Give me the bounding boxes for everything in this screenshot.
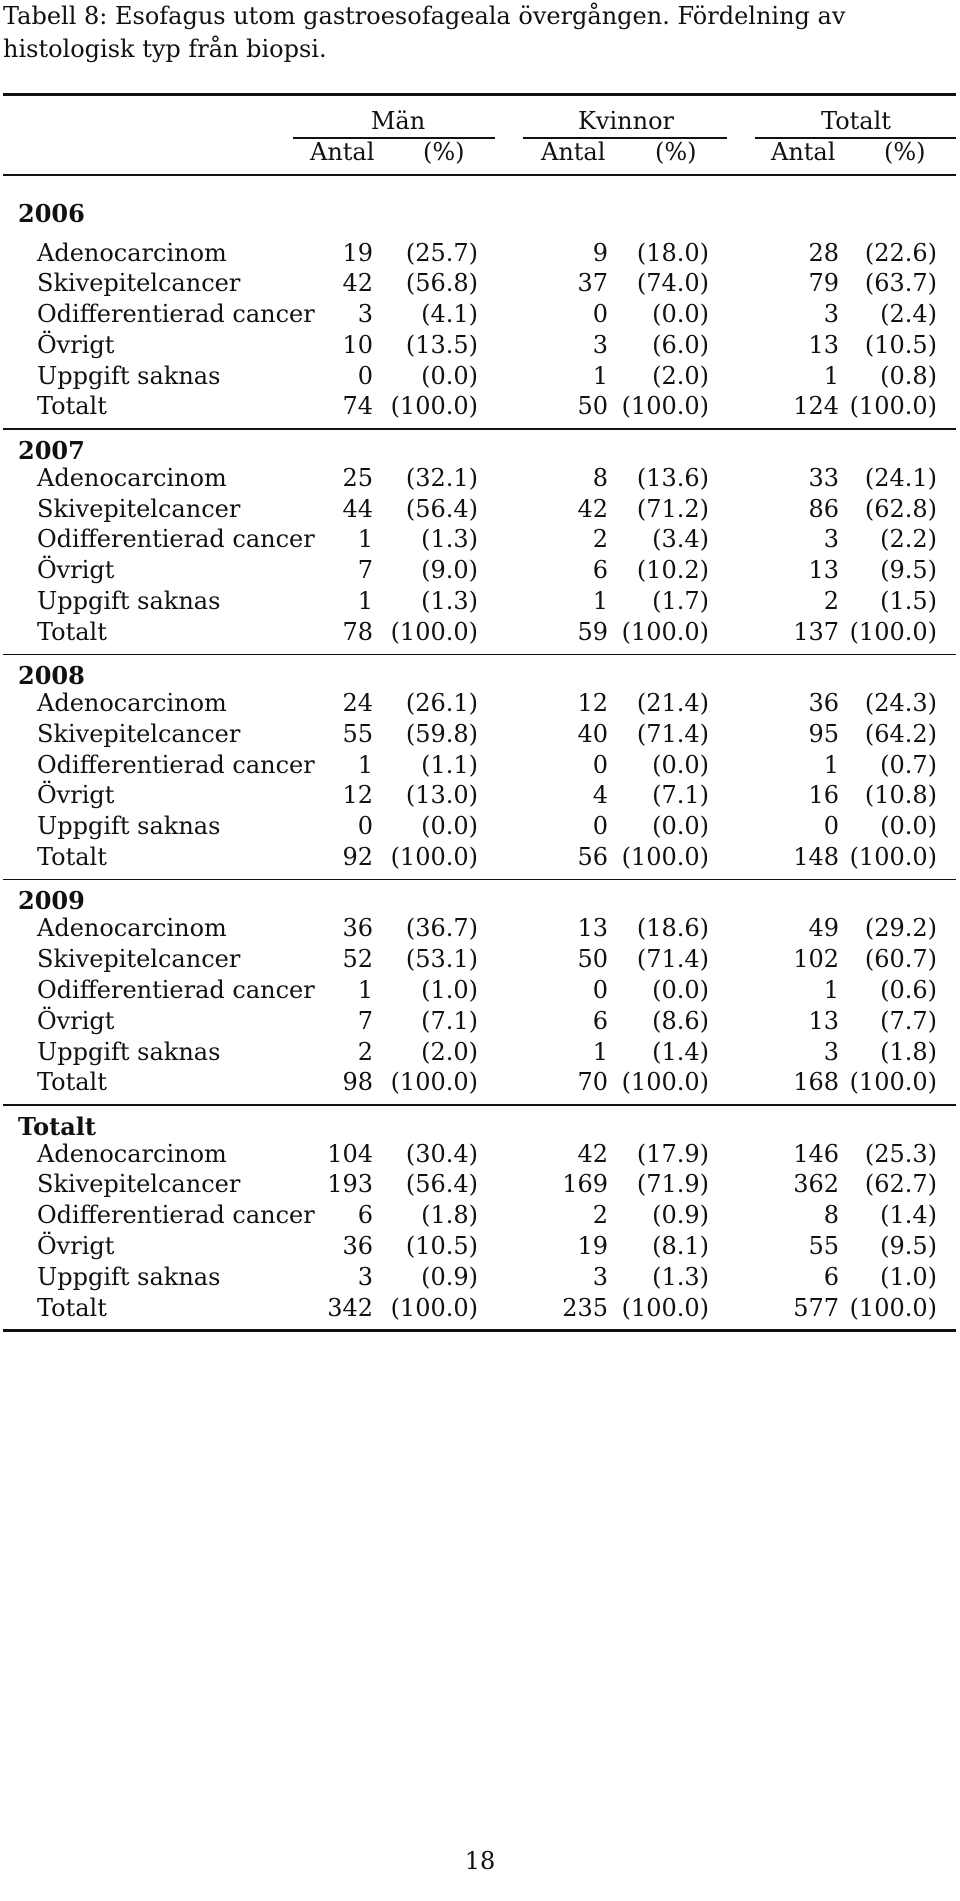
cell-kvinnor-antal: 0 [592,750,608,779]
cell-kvinnor-antal: 12 [577,689,608,718]
cell-kvinnor-percent: (100.0) [621,617,709,646]
cell-totalt-percent: (1.5) [880,586,937,615]
cell-kvinnor-antal: 2 [592,525,608,554]
cell-kvinnor-percent: (100.0) [621,843,709,872]
cell-man-percent: (100.0) [390,843,478,872]
cell-kvinnor-percent: (0.0) [652,300,709,329]
row-label: Odifferentierad cancer [37,525,315,554]
cell-kvinnor-percent: (18.0) [636,238,709,267]
cell-kvinnor-antal: 6 [592,556,608,585]
row-label: Skivepitelcancer [37,945,241,974]
page-number: 18 [464,1847,496,1875]
cell-totalt-percent: (25.3) [864,1139,937,1168]
cell-totalt-antal: 3 [823,525,839,554]
table-row [3,361,956,392]
cell-kvinnor-percent: (21.4) [636,689,709,718]
cell-man-percent: (1.3) [421,586,478,615]
table-row [3,719,956,750]
row-label: Övrigt [37,1006,115,1035]
cell-kvinnor-percent: (7.1) [652,781,709,810]
cell-totalt-antal: 1 [823,750,839,779]
cell-kvinnor-percent: (8.6) [652,1006,709,1035]
row-label: Totalt [37,843,107,872]
cell-man-antal: 6 [357,1201,373,1230]
cell-man-antal: 25 [342,463,373,492]
cell-man-antal: 193 [327,1170,373,1199]
cell-man-antal: 42 [342,269,373,298]
subcolumn-header-row [3,134,956,174]
row-label: Totalt [37,392,107,421]
cell-totalt-percent: (29.2) [864,914,937,943]
cell-kvinnor-antal: 59 [577,617,608,646]
row-label: Odifferentierad cancer [37,750,315,779]
section-title: 2008 [18,661,85,691]
cell-totalt-percent: (100.0) [849,1293,937,1322]
cell-totalt-antal: 1 [823,361,839,390]
table-row [3,750,956,781]
cell-man-percent: (13.5) [405,330,478,359]
cell-totalt-percent: (100.0) [849,843,937,872]
cell-kvinnor-antal: 6 [592,1006,608,1035]
table-section [3,428,956,653]
cell-totalt-antal: 86 [808,494,839,523]
table-row [3,1293,956,1324]
subcol-percent: (%) [423,138,465,166]
table-row [3,944,956,975]
cell-kvinnor-antal: 3 [592,1262,608,1291]
cell-totalt-percent: (100.0) [849,1068,937,1097]
cell-kvinnor-antal: 70 [577,1068,608,1097]
cell-man-percent: (2.0) [421,1037,478,1066]
table-row [3,1037,956,1068]
row-label: Adenocarcinom [37,463,227,492]
cell-kvinnor-percent: (13.6) [636,463,709,492]
cell-man-percent: (100.0) [390,1293,478,1322]
cell-man-percent: (9.0) [421,556,478,585]
cell-totalt-antal: 0 [823,812,839,841]
cell-man-percent: (1.3) [421,525,478,554]
cell-kvinnor-percent: (10.2) [636,556,709,585]
table-row [3,330,956,361]
cell-totalt-percent: (60.7) [864,945,937,974]
cell-man-antal: 0 [357,361,373,390]
cell-man-percent: (56.4) [405,494,478,523]
cell-totalt-antal: 124 [793,392,839,421]
cell-kvinnor-antal: 1 [592,361,608,390]
cell-totalt-percent: (62.7) [864,1170,937,1199]
cell-kvinnor-percent: (17.9) [636,1139,709,1168]
table-row [3,268,956,299]
section-title-row [3,880,956,916]
row-label: Skivepitelcancer [37,1170,241,1199]
cell-kvinnor-percent: (100.0) [621,1293,709,1322]
cell-man-antal: 74 [342,392,373,421]
cell-kvinnor-percent: (71.9) [636,1170,709,1199]
table-row [3,617,956,648]
cell-kvinnor-percent: (6.0) [652,330,709,359]
table-row [3,913,956,944]
cell-kvinnor-percent: (2.0) [652,361,709,390]
cell-man-antal: 7 [357,1006,373,1035]
cell-kvinnor-antal: 2 [592,1201,608,1230]
subcol-percent: (%) [884,138,926,166]
cell-man-antal: 2 [357,1037,373,1066]
table-caption: Tabell 8: Esofagus utom gastroesofageala övergången. Fördelning av histologisk typ från biopsi. [3,2,846,63]
cell-kvinnor-antal: 19 [577,1232,608,1261]
section-title-row [3,430,956,463]
row-label: Odifferentierad cancer [37,300,315,329]
table-row [3,811,956,842]
cell-totalt-antal: 362 [793,1170,839,1199]
section-title-row [3,655,956,691]
cell-man-antal: 104 [327,1139,373,1168]
cell-man-percent: (4.1) [421,300,478,329]
cell-totalt-antal: 33 [808,463,839,492]
table-row [3,842,956,873]
cell-totalt-antal: 13 [808,330,839,359]
cell-kvinnor-antal: 1 [592,1037,608,1066]
cell-kvinnor-percent: (18.6) [636,914,709,943]
cell-totalt-antal: 95 [808,719,839,748]
row-label: Adenocarcinom [37,689,227,718]
table-row [3,391,956,422]
row-label: Uppgift saknas [37,361,221,390]
cell-totalt-antal: 8 [823,1201,839,1230]
cell-totalt-percent: (24.1) [864,463,937,492]
section-title-row [3,1106,956,1139]
cell-kvinnor-percent: (0.0) [652,975,709,1004]
cell-kvinnor-antal: 42 [577,494,608,523]
table-row [3,586,956,617]
cell-man-percent: (59.8) [405,719,478,748]
subcol-antal: Antal [310,138,375,166]
row-label: Skivepitelcancer [37,269,241,298]
cell-kvinnor-percent: (8.1) [652,1232,709,1261]
histology-table [3,93,956,1332]
cell-totalt-antal: 1 [823,975,839,1004]
row-label: Skivepitelcancer [37,719,241,748]
cell-kvinnor-antal: 0 [592,300,608,329]
cell-man-antal: 1 [357,750,373,779]
cell-man-antal: 1 [357,586,373,615]
cell-kvinnor-antal: 169 [562,1170,608,1199]
row-label: Adenocarcinom [37,914,227,943]
group-header-kvinnor: Kvinnor [578,107,674,135]
cell-totalt-percent: (100.0) [849,392,937,421]
cell-man-antal: 19 [342,238,373,267]
cell-totalt-antal: 148 [793,843,839,872]
table-row [3,975,956,1006]
cell-totalt-percent: (9.5) [880,556,937,585]
row-label: Övrigt [37,330,115,359]
cell-man-antal: 36 [342,914,373,943]
table-row [3,299,956,330]
table-row [3,1200,956,1231]
table-row [3,494,956,525]
cell-kvinnor-percent: (71.4) [636,945,709,974]
cell-totalt-percent: (0.0) [880,812,937,841]
table-row [3,1067,956,1098]
bottom-rule [3,1329,956,1332]
cell-kvinnor-antal: 40 [577,719,608,748]
cell-man-percent: (10.5) [405,1232,478,1261]
cell-kvinnor-antal: 1 [592,586,608,615]
cell-kvinnor-antal: 13 [577,914,608,943]
table-row [3,1006,956,1037]
cell-kvinnor-antal: 37 [577,269,608,298]
table-section [3,879,956,1104]
cell-man-antal: 3 [357,300,373,329]
cell-man-antal: 78 [342,617,373,646]
cell-totalt-antal: 16 [808,781,839,810]
cell-totalt-percent: (0.7) [880,750,937,779]
cell-totalt-antal: 36 [808,689,839,718]
cell-kvinnor-antal: 50 [577,945,608,974]
cell-kvinnor-percent: (1.7) [652,586,709,615]
cell-kvinnor-percent: (74.0) [636,269,709,298]
cell-kvinnor-percent: (100.0) [621,392,709,421]
cell-man-percent: (53.1) [405,945,478,974]
cell-kvinnor-antal: 235 [562,1293,608,1322]
section-title: Totalt [18,1111,96,1141]
cell-man-percent: (26.1) [405,689,478,718]
table-section [3,1104,956,1329]
cell-man-percent: (13.0) [405,781,478,810]
cell-totalt-percent: (2.2) [880,525,937,554]
section-title: 2006 [18,198,85,228]
cell-man-percent: (7.1) [421,1006,478,1035]
cell-kvinnor-percent: (0.0) [652,812,709,841]
cell-man-percent: (100.0) [390,392,478,421]
table-row [3,555,956,586]
cell-man-antal: 36 [342,1232,373,1261]
cell-man-percent: (56.8) [405,269,478,298]
table-row [3,238,956,269]
cell-kvinnor-percent: (71.4) [636,719,709,748]
table-section [3,198,956,429]
cell-kvinnor-percent: (3.4) [652,525,709,554]
cell-man-antal: 55 [342,719,373,748]
cell-totalt-antal: 28 [808,238,839,267]
cell-kvinnor-percent: (0.9) [652,1201,709,1230]
cell-totalt-antal: 3 [823,300,839,329]
cell-man-antal: 24 [342,689,373,718]
cell-kvinnor-percent: (100.0) [621,1068,709,1097]
table-row [3,1262,956,1293]
cell-man-percent: (30.4) [405,1139,478,1168]
cell-man-percent: (56.4) [405,1170,478,1199]
row-label: Övrigt [37,1232,115,1261]
cell-kvinnor-antal: 8 [592,463,608,492]
cell-kvinnor-antal: 50 [577,392,608,421]
row-label: Totalt [37,1293,107,1322]
row-label: Odifferentierad cancer [37,1201,315,1230]
table-row [3,1231,956,1262]
cell-totalt-percent: (2.4) [880,300,937,329]
row-label: Uppgift saknas [37,1037,221,1066]
table-body [3,198,956,1330]
cell-man-antal: 98 [342,1068,373,1097]
cell-man-antal: 92 [342,843,373,872]
cell-kvinnor-antal: 56 [577,843,608,872]
row-label: Skivepitelcancer [37,494,241,523]
cell-kvinnor-percent: (1.4) [652,1037,709,1066]
cell-man-antal: 44 [342,494,373,523]
cell-man-antal: 12 [342,781,373,810]
row-label: Odifferentierad cancer [37,975,315,1004]
table-row [3,688,956,719]
row-label: Totalt [37,617,107,646]
cell-totalt-percent: (1.0) [880,1262,937,1291]
cell-totalt-percent: (62.8) [864,494,937,523]
cell-totalt-antal: 3 [823,1037,839,1066]
cell-man-antal: 342 [327,1293,373,1322]
row-label: Övrigt [37,781,115,810]
cell-kvinnor-antal: 4 [592,781,608,810]
cell-man-percent: (36.7) [405,914,478,943]
cell-totalt-percent: (100.0) [849,617,937,646]
cell-totalt-antal: 168 [793,1068,839,1097]
cell-man-percent: (32.1) [405,463,478,492]
section-title: 2009 [18,886,85,916]
cell-man-percent: (0.9) [421,1262,478,1291]
cell-totalt-antal: 13 [808,1006,839,1035]
group-header-row [3,96,956,134]
cell-man-percent: (100.0) [390,617,478,646]
table-section [3,654,956,879]
cell-totalt-percent: (22.6) [864,238,937,267]
cell-man-antal: 1 [357,975,373,1004]
section-title-row [3,198,956,238]
cell-totalt-antal: 13 [808,556,839,585]
subcol-percent: (%) [655,138,697,166]
row-label: Uppgift saknas [37,1262,221,1291]
cell-man-antal: 0 [357,812,373,841]
cell-man-antal: 1 [357,525,373,554]
row-label: Uppgift saknas [37,586,221,615]
cell-totalt-antal: 102 [793,945,839,974]
cell-totalt-percent: (7.7) [880,1006,937,1035]
cell-totalt-percent: (0.6) [880,975,937,1004]
cell-totalt-percent: (9.5) [880,1232,937,1261]
cell-totalt-percent: (24.3) [864,689,937,718]
cell-totalt-antal: 6 [823,1262,839,1291]
cell-kvinnor-antal: 9 [592,238,608,267]
subcol-antal: Antal [541,138,606,166]
cell-totalt-percent: (0.8) [880,361,937,390]
section-title: 2007 [18,435,85,465]
subcol-antal: Antal [771,138,836,166]
row-label: Uppgift saknas [37,812,221,841]
table-row [3,463,956,494]
cell-kvinnor-percent: (0.0) [652,750,709,779]
cell-man-antal: 10 [342,330,373,359]
cell-totalt-percent: (1.4) [880,1201,937,1230]
cell-kvinnor-percent: (71.2) [636,494,709,523]
cell-man-percent: (1.0) [421,975,478,1004]
cell-man-antal: 3 [357,1262,373,1291]
cell-man-percent: (0.0) [421,812,478,841]
cell-man-percent: (25.7) [405,238,478,267]
cell-totalt-percent: (64.2) [864,719,937,748]
cell-totalt-antal: 49 [808,914,839,943]
cell-totalt-antal: 55 [808,1232,839,1261]
table-row [3,780,956,811]
cell-kvinnor-antal: 3 [592,330,608,359]
cell-totalt-percent: (10.5) [864,330,937,359]
cell-kvinnor-percent: (1.3) [652,1262,709,1291]
cell-man-antal: 7 [357,556,373,585]
table-row [3,524,956,555]
cell-man-antal: 52 [342,945,373,974]
row-label: Övrigt [37,556,115,585]
cell-man-percent: (1.8) [421,1201,478,1230]
cell-totalt-antal: 79 [808,269,839,298]
cell-totalt-percent: (10.8) [864,781,937,810]
group-header-totalt: Totalt [821,107,891,135]
row-label: Totalt [37,1068,107,1097]
row-label: Adenocarcinom [37,1139,227,1168]
cell-man-percent: (1.1) [421,750,478,779]
cell-kvinnor-antal: 42 [577,1139,608,1168]
table-row [3,1169,956,1200]
cell-totalt-antal: 146 [793,1139,839,1168]
table-row [3,1139,956,1170]
row-label: Adenocarcinom [37,238,227,267]
cell-totalt-percent: (63.7) [864,269,937,298]
cell-kvinnor-antal: 0 [592,975,608,1004]
cell-man-percent: (0.0) [421,361,478,390]
cell-totalt-antal: 577 [793,1293,839,1322]
cell-totalt-antal: 137 [793,617,839,646]
cell-man-percent: (100.0) [390,1068,478,1097]
cell-totalt-percent: (1.8) [880,1037,937,1066]
cell-totalt-antal: 2 [823,586,839,615]
group-header-man: Män [370,107,426,135]
cell-kvinnor-antal: 0 [592,812,608,841]
